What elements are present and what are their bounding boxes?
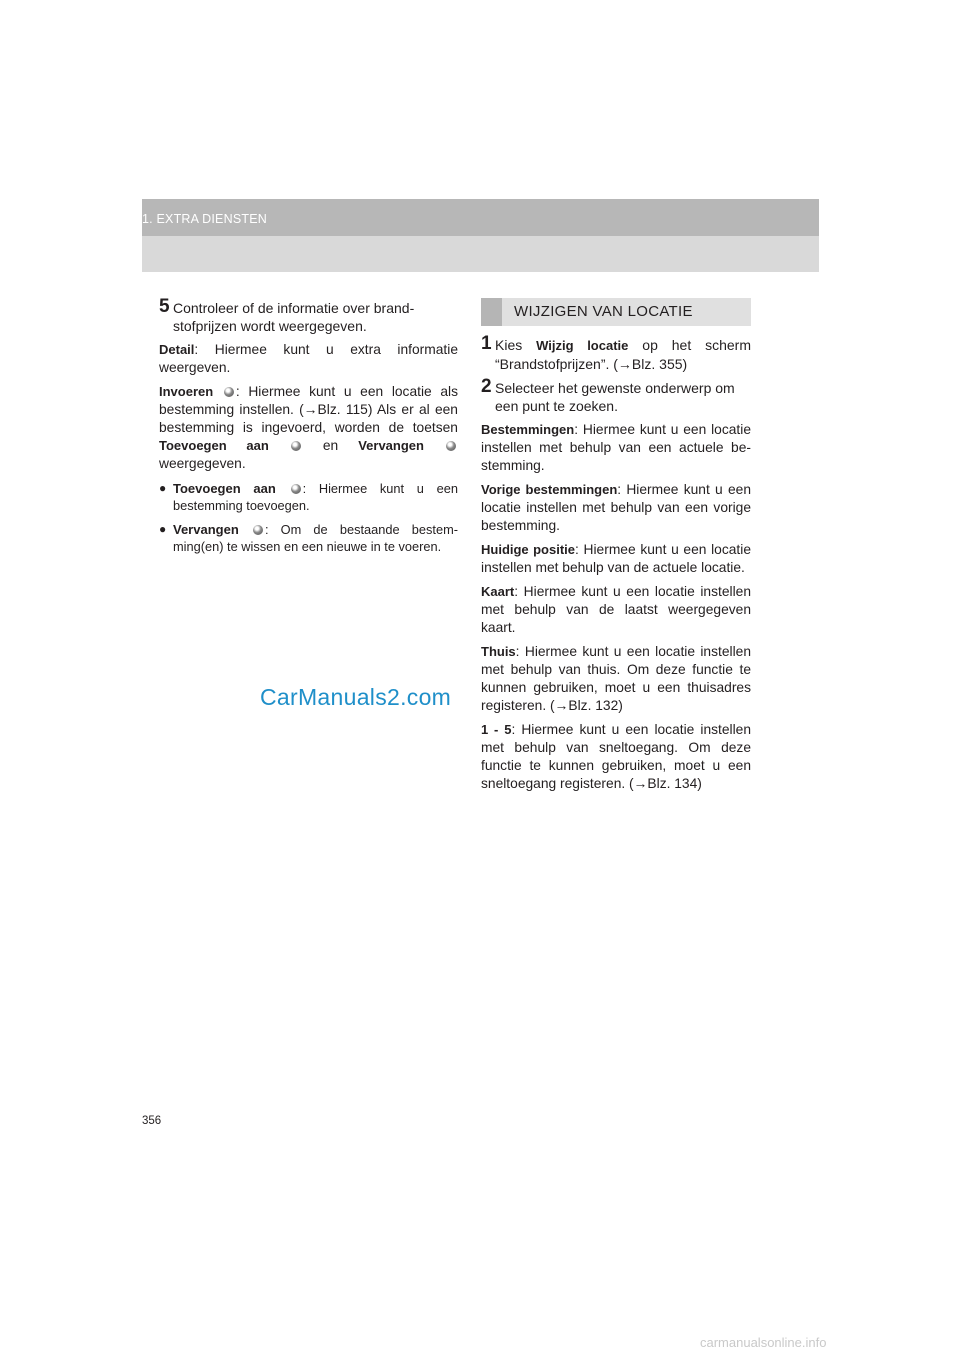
item-huidige-positie	[481, 541, 751, 577]
bullet-term: Toevoegen aan	[173, 481, 276, 496]
step-number: 5	[159, 296, 170, 317]
term-detail: Detail	[159, 342, 195, 357]
header-top-strip	[142, 199, 819, 236]
item-term: Bestemmingen	[481, 422, 575, 437]
step-text: Controleer of de informatie over brand-stofprijzen wordt weergegeven.	[173, 300, 415, 334]
header-band	[142, 199, 819, 272]
item-sneltoegang	[481, 721, 751, 793]
left-column	[159, 296, 458, 555]
step-number: 2	[481, 376, 492, 397]
round-button-icon	[446, 441, 456, 451]
weergegeven-text: weergegeven.	[159, 456, 246, 471]
round-button-icon	[224, 387, 234, 397]
item-text: : Hiermee kunt u een locatie instellen met behulp van sneltoegang. Om deze functie te kunnen gebruiken, moet u een sneltoegang registeren. (→Blz. 134)	[481, 722, 751, 791]
en-text: en	[322, 438, 339, 453]
item-term: Kaart	[481, 584, 515, 599]
item-kaart	[481, 583, 751, 637]
step-number: 1	[481, 333, 492, 354]
invoeren-paragraph	[159, 383, 458, 473]
item-text: : Hiermee kunt u een locatie instellen met behulp van thuis. Om deze functie te kunnen gebruiken, moet u een thuisadres registeren. (→Blz. 132)	[481, 644, 751, 713]
item-bestemmingen	[481, 421, 751, 475]
bullet-desc: : Om de bestaande bestem-ming(en) te wissen en een nieuwe in te voeren.	[173, 522, 458, 554]
watermark: CarManuals2.com	[260, 684, 452, 710]
step-1	[481, 333, 752, 373]
bullet-text	[173, 521, 458, 555]
item-term: 1 - 5	[481, 722, 512, 737]
item-text: : Hiermee kunt u een locatie instellen met behulp van de actuele locatie.	[481, 542, 751, 575]
item-term: Thuis	[481, 644, 516, 659]
bullet-dot-icon: ●	[159, 481, 167, 495]
detail-text: : Hiermee kunt u extra informatie weergeven.	[159, 342, 458, 375]
item-text: : Hiermee kunt u een locatie instellen met behulp van de laatst weergegeven kaart.	[481, 584, 751, 635]
section-header	[481, 298, 751, 326]
round-button-icon	[291, 484, 301, 494]
page-number: 356	[142, 1115, 162, 1127]
chapter-title: 1. EXTRA DIENSTEN	[142, 212, 267, 226]
invoeren-text: : Hiermee kunt u een locatie als bestemming instellen. (→Blz. 115) Als er al een bestemming is ingevoerd, worden de toetsen	[159, 384, 458, 435]
bullet-dot-icon: ●	[159, 522, 167, 536]
footer-site-watermark: carmanualsonline.info	[700, 1335, 827, 1350]
term-wijzig-locatie: Wijzig locatie	[536, 338, 629, 353]
round-button-icon	[253, 525, 263, 535]
bullet-desc: : Hiermee kunt u een bestemming toevoegen.	[173, 481, 458, 513]
item-term: Vorige bestemmingen	[481, 482, 618, 497]
section-title: WIJZIGEN VAN LOCATIE	[514, 303, 693, 320]
term-invoeren: Invoeren	[159, 384, 214, 399]
bullet-term: Vervangen	[173, 522, 239, 537]
item-term: Huidige positie	[481, 542, 576, 557]
step1-rest: op het scherm “Brandstofprijzen”. (→Blz. 355)	[495, 337, 752, 372]
item-text: : Hiermee kunt u een locatie instellen met behulp van een vorige bestemming.	[481, 482, 752, 533]
bullet-vervangen	[159, 521, 458, 555]
bullet-text	[173, 480, 458, 514]
item-vorige-bestemmingen	[481, 481, 751, 535]
item-thuis	[481, 643, 751, 715]
bullet-toevoegen	[159, 480, 458, 514]
step-5	[159, 296, 458, 335]
section-header-bar	[481, 298, 502, 326]
detail-paragraph	[159, 341, 458, 377]
step-text: Selecteer het gewenste onderwerp om een punt te zoeken.	[495, 380, 735, 414]
item-text: : Hiermee kunt u een locatie instellen met behulp van een actuele be-stemming.	[481, 422, 751, 473]
round-button-icon	[291, 441, 301, 451]
term-toevoegen: Toevoegen aan	[159, 438, 269, 453]
right-column	[481, 298, 751, 793]
step-text	[495, 336, 751, 373]
kies-text: Kies	[495, 337, 523, 353]
step-2	[481, 376, 751, 415]
term-vervangen: Vervangen	[358, 438, 424, 453]
